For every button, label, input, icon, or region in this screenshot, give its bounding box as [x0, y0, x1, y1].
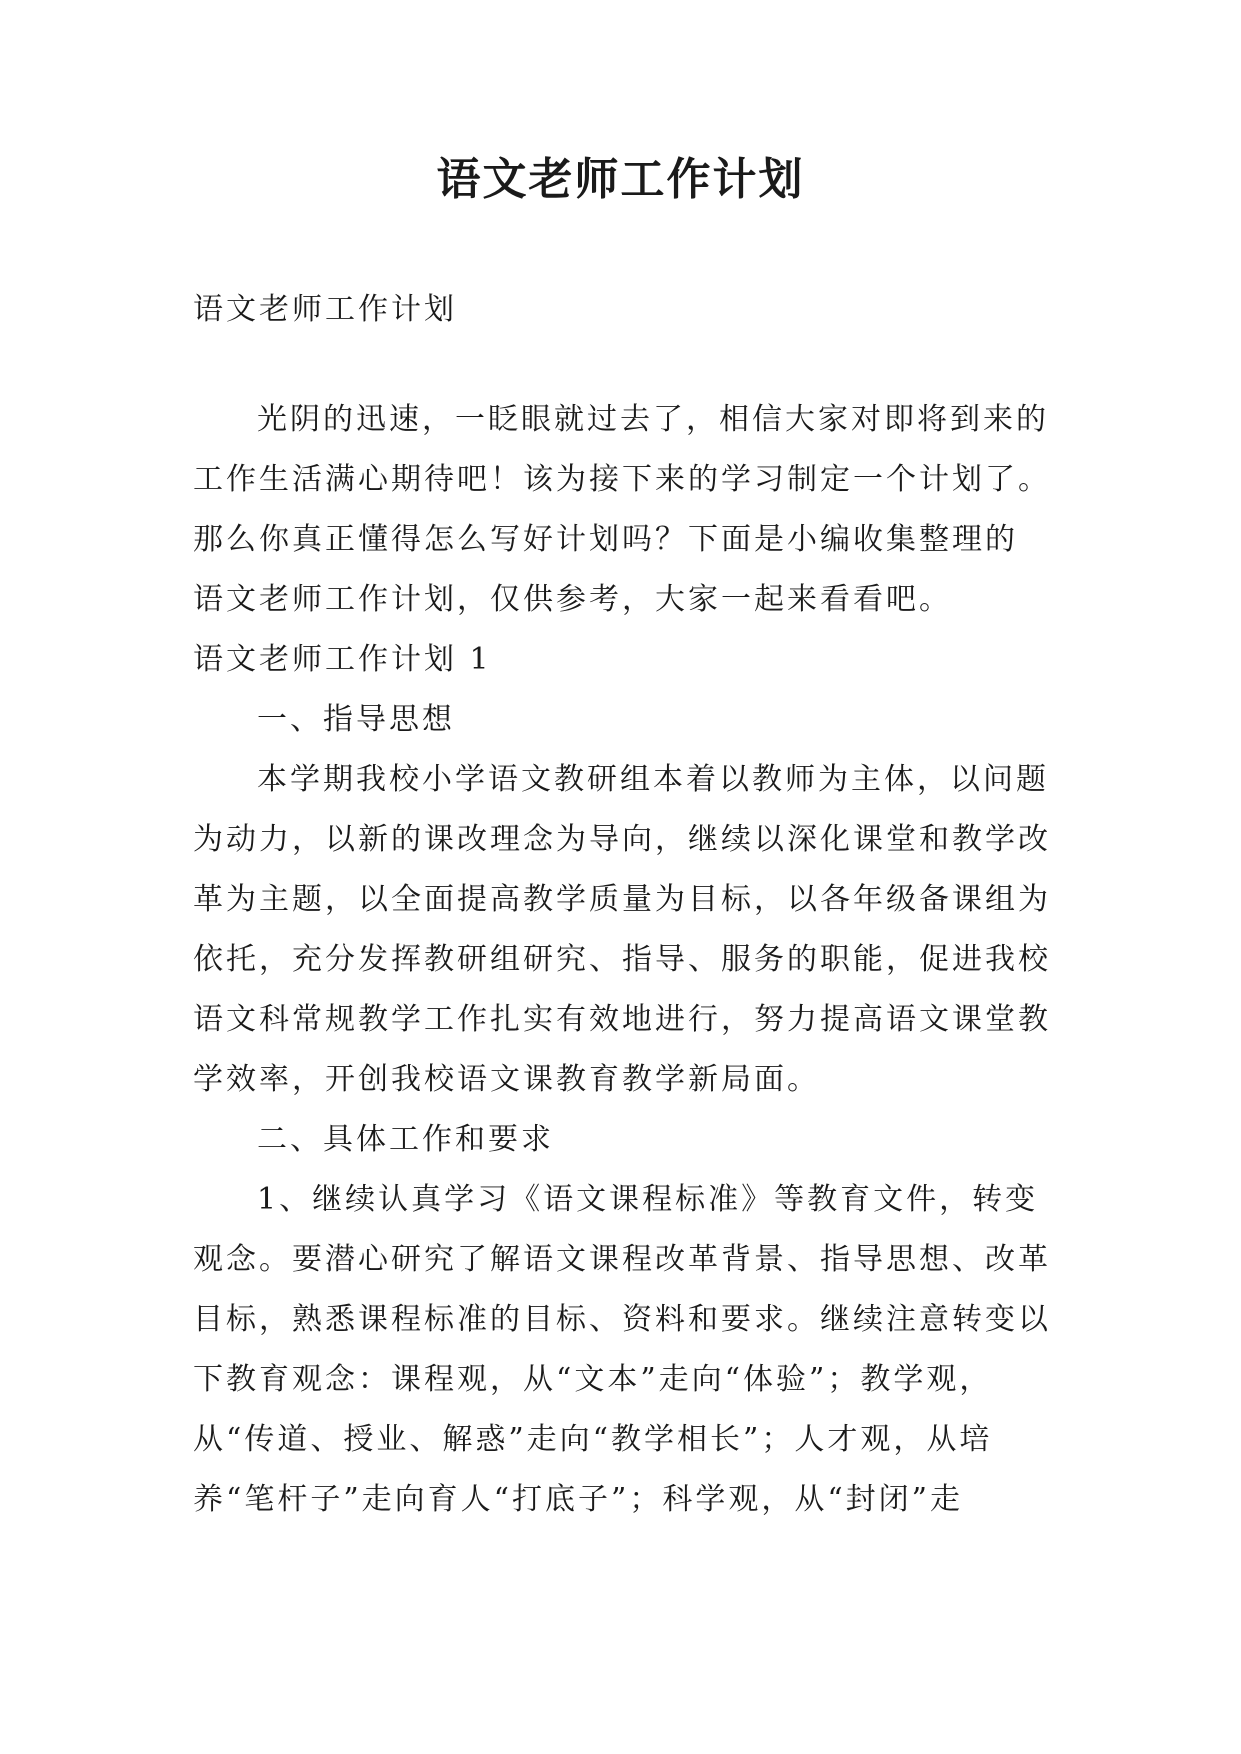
document-title: 语文老师工作计划	[436, 154, 805, 205]
paragraph-line: 观念。要潜心研究了解语文课程改革背景、指导思想、改革	[193, 1242, 1051, 1277]
heading-guiding-ideology: 一、指导思想	[257, 702, 455, 737]
document-body	[193, 280, 1053, 1530]
guiding-ideology-paragraph	[193, 750, 1053, 1110]
paragraph-line: 本学期我校小学语文教研组本着以教师为主体，以问题	[257, 762, 1049, 797]
paragraph-line: 养“笔杆子”走向育人“打底子”；科学观，从“封闭”走	[193, 1482, 964, 1517]
heading-specific-work: 二、具体工作和要求	[257, 1122, 554, 1157]
document-subtitle: 语文老师工作计划	[193, 292, 457, 327]
intro-line: 语文老师工作计划，仅供参考，大家一起来看看吧。	[193, 582, 952, 617]
paragraph-line: 从“传道、授业、解惑”走向“教学相长”；人才观，从培	[193, 1422, 993, 1457]
section-title: 语文老师工作计划 1	[193, 642, 492, 677]
specific-work-paragraph	[193, 1170, 1053, 1530]
paragraph-line: 依托，充分发挥教研组研究、指导、服务的职能，促进我校	[193, 942, 1051, 977]
intro-paragraph	[193, 390, 1053, 630]
paragraph-line: 学效率，开创我校语文课教育教学新局面。	[193, 1062, 820, 1097]
paragraph-line: 下教育观念：课程观，从“文本”走向“体验”；教学观，	[193, 1362, 993, 1397]
paragraph-line: 为动力，以新的课改理念为导向，继续以深化课堂和教学改	[193, 822, 1051, 857]
intro-line: 工作生活满心期待吧！该为接下来的学习制定一个计划了。	[193, 462, 1051, 497]
paragraph-line: 目标，熟悉课程标准的目标、资料和要求。继续注意转变以	[193, 1302, 1051, 1337]
intro-line: 光阴的迅速，一眨眼就过去了，相信大家对即将到来的	[257, 402, 1049, 437]
intro-line: 那么你真正懂得怎么写好计划吗？下面是小编收集整理的	[193, 522, 1018, 557]
paragraph-line: 革为主题，以全面提高教学质量为目标，以各年级备课组为	[193, 882, 1051, 917]
paragraph-line: 1、继续认真学习《语文课程标准》等教育文件，转变	[257, 1182, 1039, 1217]
paragraph-line: 语文科常规教学工作扎实有效地进行，努力提高语文课堂教	[193, 1002, 1051, 1037]
